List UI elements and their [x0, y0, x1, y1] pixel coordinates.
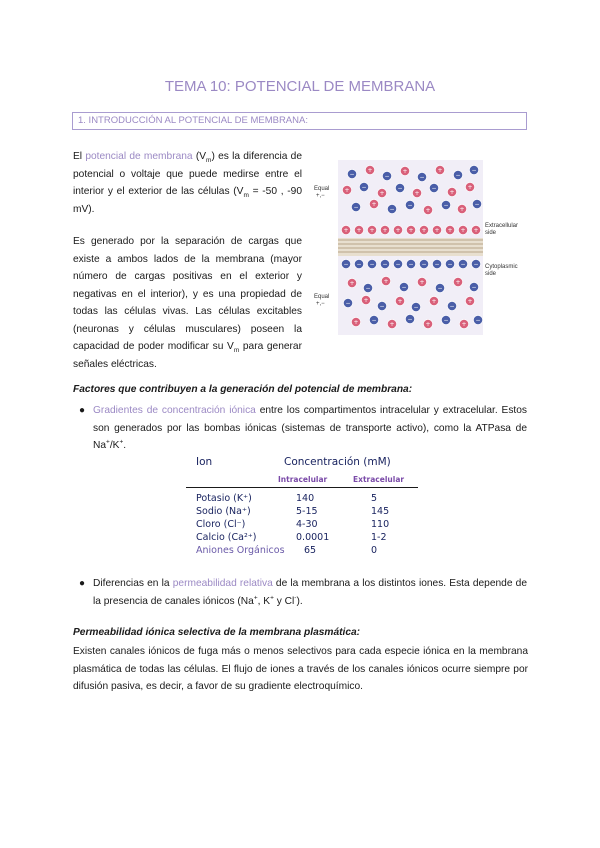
col-header-concentration: Concentración (mM) — [284, 456, 391, 468]
positive-ion — [423, 205, 432, 214]
svg-text:+: + — [437, 167, 443, 175]
svg-text:−: − — [407, 202, 413, 210]
svg-text:+: + — [425, 207, 431, 215]
cell-extracellular: 110 — [371, 519, 390, 530]
positive-ion — [457, 204, 466, 213]
svg-text:−: − — [460, 261, 466, 269]
svg-text:+: + — [371, 201, 377, 209]
negative-ion — [441, 315, 450, 324]
svg-text:−: − — [371, 317, 377, 325]
negative-ion — [387, 204, 396, 213]
negative-ion — [471, 259, 480, 268]
table-divider — [186, 487, 418, 488]
svg-text:+: + — [349, 280, 355, 288]
svg-text:−: − — [421, 261, 427, 269]
factors-heading: Factores que contribuyen a la generación del potencial de membrana: — [73, 384, 413, 395]
positive-ion — [361, 295, 370, 304]
negative-ion — [399, 282, 408, 291]
svg-text:+: + — [467, 298, 473, 306]
negative-ion — [458, 259, 467, 268]
svg-text:−: − — [407, 316, 413, 324]
positive-ion — [423, 319, 432, 328]
svg-text:+: + — [459, 206, 465, 214]
section-heading-1: 1. INTRODUCCIÓN AL POTENCIAL DE MEMBRANA: — [72, 112, 527, 130]
negative-ion — [419, 259, 428, 268]
negative-ion — [405, 200, 414, 209]
positive-ion — [365, 165, 374, 174]
positive-ion — [465, 182, 474, 191]
positive-ion — [471, 225, 480, 234]
negative-ion — [453, 170, 462, 179]
svg-text:−: − — [443, 317, 449, 325]
positive-ion — [354, 225, 363, 234]
negative-ion — [382, 171, 391, 180]
table-row — [186, 506, 418, 519]
negative-ion — [343, 298, 352, 307]
cell-ion: Calcio (Ca²⁺) — [196, 532, 257, 543]
negative-ion — [447, 301, 456, 310]
label-cytoplasmic: Cytoplasmic — [485, 264, 518, 270]
table-row — [186, 545, 418, 558]
negative-ion — [411, 302, 420, 311]
col-header-extracellular: Extracelular — [353, 475, 405, 484]
cell-extracellular: 5 — [371, 493, 378, 504]
svg-text:+: + — [449, 189, 455, 197]
ion-concentration-table — [186, 456, 418, 558]
permeability-heading: Permeabilidad iónica selectiva de la membrana plasmática: — [73, 627, 361, 638]
svg-text:−: − — [475, 317, 481, 325]
svg-text:−: − — [395, 261, 401, 269]
svg-text:+: + — [344, 187, 350, 195]
positive-ion — [412, 188, 421, 197]
negative-ion — [359, 182, 368, 191]
negative-ion — [473, 315, 482, 324]
cell-ion: Cloro (Cl⁻) — [196, 519, 246, 530]
svg-text:+: + — [414, 190, 420, 198]
svg-text:side: side — [485, 230, 497, 236]
positive-ion — [417, 277, 426, 286]
positive-ion — [429, 296, 438, 305]
positive-ion — [377, 188, 386, 197]
positive-ion — [400, 166, 409, 175]
svg-text:−: − — [447, 261, 453, 269]
svg-text:+: + — [363, 297, 369, 305]
negative-ion — [341, 259, 350, 268]
cell-intracellular: 5-15 — [296, 506, 318, 517]
positive-ion — [459, 319, 468, 328]
negative-ion — [363, 283, 372, 292]
positive-ion — [393, 225, 402, 234]
svg-text:−: − — [434, 261, 440, 269]
svg-text:+: + — [343, 227, 349, 235]
negative-ion — [406, 259, 415, 268]
svg-text:−: − — [379, 303, 385, 311]
intro-paragraph-1: El potencial de membrana $(V_m)$ es la diferencia de potencial o voltaje que puede medirse entre el interior y el exterior de las células ($V_m = -50$ , -90 mV). — [73, 151, 303, 215]
svg-text:−: − — [471, 167, 477, 175]
positive-ion — [380, 225, 389, 234]
svg-text:+: + — [425, 321, 431, 329]
negative-ion — [377, 301, 386, 310]
col-header-intracellular: Intracelular — [278, 475, 328, 484]
svg-text:+: + — [473, 227, 479, 235]
negative-ion — [369, 315, 378, 324]
col-header-ion: Ion — [196, 456, 213, 468]
svg-text:+: + — [356, 227, 362, 235]
cell-intracellular: 65 — [304, 545, 317, 556]
positive-ion — [458, 225, 467, 234]
svg-text:−: − — [389, 206, 395, 214]
svg-text:+: + — [369, 227, 375, 235]
svg-text:+: + — [421, 227, 427, 235]
cell-ion: Potasio (K⁺) — [196, 493, 252, 504]
svg-text:−: − — [353, 204, 359, 212]
positive-ion — [435, 165, 444, 174]
svg-text:+: + — [461, 321, 467, 329]
negative-ion — [441, 200, 450, 209]
svg-text:−: − — [471, 284, 477, 292]
cell-extracellular: 1-2 — [371, 532, 387, 543]
svg-text:+: + — [367, 167, 373, 175]
negative-ion — [429, 183, 438, 192]
svg-text:−: − — [408, 261, 414, 269]
svg-text:+: + — [383, 278, 389, 286]
svg-text:+: + — [460, 227, 466, 235]
svg-text:+: + — [382, 227, 388, 235]
svg-text:+: + — [389, 321, 395, 329]
negative-ion — [435, 283, 444, 292]
negative-ion — [432, 259, 441, 268]
svg-text:−: − — [382, 261, 388, 269]
svg-text:−: − — [449, 303, 455, 311]
membrane-charge-diagram — [312, 160, 527, 335]
cell-extracellular: 0 — [371, 545, 378, 556]
intro-paragraph-2: Es generado por la separación de cargas que existe a ambos lados de la membrana (mayor número de cargas positivas en el exterior y negativas en el interior), y es una propiedad de todas las células vivas. Las células excitables (neuronas y células musculares) poseen la capacidad de poder modificar su $V_m$ para generar señales eléctricas. — [73, 236, 302, 370]
negative-ion — [351, 202, 360, 211]
svg-text:−: − — [443, 202, 449, 210]
negative-ion — [405, 314, 414, 323]
svg-text:−: − — [343, 261, 349, 269]
svg-text:+: + — [379, 190, 385, 198]
positive-ion — [453, 277, 462, 286]
positive-ion — [381, 276, 390, 285]
positive-ion — [367, 225, 376, 234]
svg-text:+: + — [402, 168, 408, 176]
negative-ion — [395, 183, 404, 192]
permeability-paragraph: Existen canales iónicos de fuga más o menos selectivos para cada especie iónica en la membrana plasmática de todas las células. El flujo de iones a través de los canales iónicos ocurre siempre por difusión pasiva, es decir, a favor de su gradiente electroquímico. — [73, 646, 528, 692]
positive-ion — [351, 317, 360, 326]
negative-ion — [354, 259, 363, 268]
positive-ion — [406, 225, 415, 234]
svg-text:−: − — [401, 284, 407, 292]
positive-ion — [445, 225, 454, 234]
cell-intracellular: 4-30 — [296, 519, 318, 530]
cell-intracellular: 0.0001 — [296, 532, 330, 543]
svg-text:−: − — [365, 285, 371, 293]
svg-text:+: + — [447, 227, 453, 235]
svg-text:+: + — [395, 227, 401, 235]
negative-ion — [445, 259, 454, 268]
svg-text:−: − — [413, 304, 419, 312]
cell-extracellular: 145 — [371, 506, 390, 517]
svg-text:+: + — [353, 319, 359, 327]
svg-text:+: + — [397, 298, 403, 306]
bullet-concentration-gradients: ● Gradientes de concentración iónica entre los compartimentos intracelular y extracelular. Estos son generados por las bombas iónicas (sistemas de transporte activo), como la ATPasa de Na+/K+. — [93, 402, 527, 455]
label-equal-bottom: Equal — [314, 294, 330, 300]
svg-text:−: − — [356, 261, 362, 269]
bullet-dot: ● — [79, 405, 86, 416]
label-extracellular: Extracellular — [485, 223, 519, 229]
svg-text:+,−: +,− — [316, 301, 325, 307]
cell-ion: Sodio (Na⁺) — [196, 506, 251, 517]
positive-ion — [465, 296, 474, 305]
svg-text:−: − — [419, 174, 425, 182]
positive-ion — [432, 225, 441, 234]
positive-ion — [342, 185, 351, 194]
cell-intracellular: 140 — [296, 493, 315, 504]
cell-ion: Aniones Orgánicos — [196, 545, 285, 556]
svg-text:−: − — [345, 300, 351, 308]
negative-ion — [469, 165, 478, 174]
negative-ion — [367, 259, 376, 268]
negative-ion — [472, 199, 481, 208]
bullet-dot: ● — [79, 578, 86, 589]
negative-ion — [380, 259, 389, 268]
svg-text:+: + — [431, 298, 437, 306]
svg-text:−: − — [384, 173, 390, 181]
term-potencial-membrana: potencial de membrana — [85, 151, 193, 162]
negative-ion — [393, 259, 402, 268]
svg-text:+: + — [467, 184, 473, 192]
positive-ion — [395, 296, 404, 305]
svg-text:+: + — [455, 279, 461, 287]
svg-text:+: + — [419, 279, 425, 287]
table-row — [186, 532, 418, 545]
negative-ion — [347, 169, 356, 178]
svg-text:+: + — [408, 227, 414, 235]
positive-ion — [347, 278, 356, 287]
svg-text:−: − — [397, 185, 403, 193]
svg-text:−: − — [431, 185, 437, 193]
svg-text:−: − — [349, 171, 355, 179]
svg-text:−: − — [473, 261, 479, 269]
positive-ion — [341, 225, 350, 234]
positive-ion — [419, 225, 428, 234]
negative-ion — [417, 172, 426, 181]
svg-text:−: − — [369, 261, 375, 269]
svg-text:side: side — [485, 271, 497, 277]
bullet-relative-permeability: ● Diferencias en la permeabilidad relativa de la membrana a los distintos iones. Esta depende de la presencia de canales iónicos (Na+, K+ y Cl-). — [93, 575, 527, 610]
svg-text:−: − — [455, 172, 461, 180]
positive-ion — [447, 187, 456, 196]
svg-text:−: − — [437, 285, 443, 293]
svg-text:−: − — [361, 184, 367, 192]
svg-text:+,−: +,− — [316, 193, 325, 199]
table-row — [186, 519, 418, 532]
negative-ion — [469, 282, 478, 291]
positive-ion — [369, 199, 378, 208]
positive-ion — [387, 319, 396, 328]
ion-table-body — [186, 493, 418, 558]
table-row — [186, 493, 418, 506]
page-title: TEMA 10: POTENCIAL DE MEMBRANA — [164, 78, 436, 95]
svg-text:−: − — [474, 201, 480, 209]
svg-text:+: + — [434, 227, 440, 235]
label-equal-top: Equal — [314, 186, 330, 192]
membrane-bilayer — [338, 238, 483, 256]
